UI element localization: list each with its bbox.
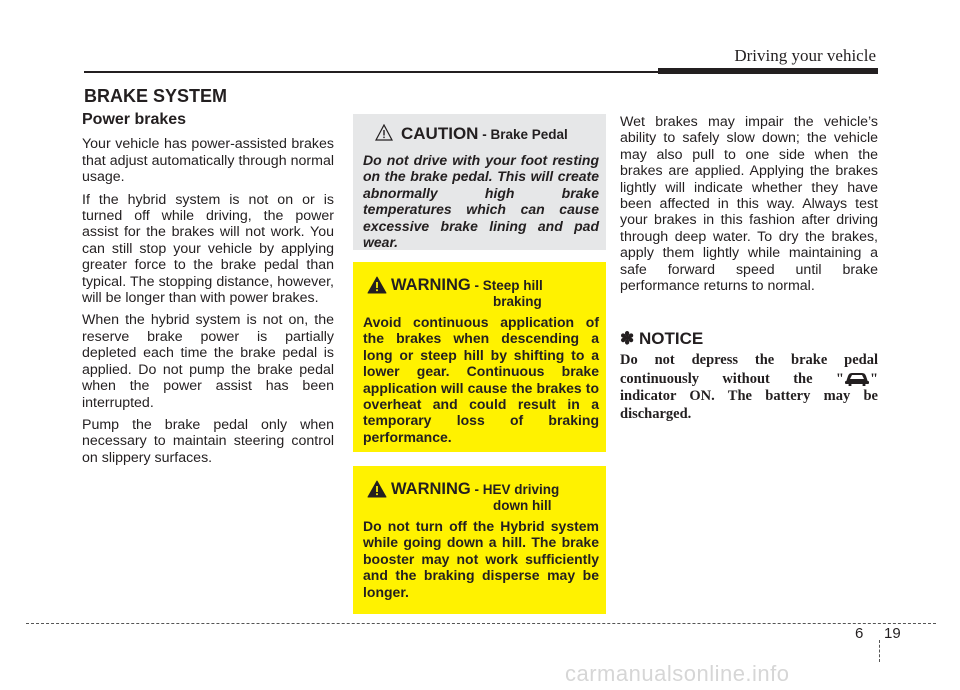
paragraph: When the hybrid system is not on, the reserve brake power is partially depleted each time the brake pedal is applied. Do not pump the brake pedal when the power assist has been interrupted. [82,312,334,411]
caution-box [353,114,606,250]
notice-heading: ✽ NOTICE [620,329,704,348]
footer-divider [879,640,880,662]
notice-text [620,352,878,423]
warning-text: Avoid continuous application of the brakes when descending a long or steep hill by shifting to a lower gear. Continuous brake application will cause the brakes to overheat and could result in a temporary loss of braking performance. [363,314,599,445]
paragraph: Your vehicle has power-assisted brakes that adjust automatically through normal usage. [82,136,334,186]
section-title: BRAKE SYSTEM [84,86,228,106]
paragraph: If the hybrid system is not on or is turned off while driving, the power assist for the brakes will not work. You can still stop your vehicle by applying greater force to the brake pedal than typical. The stopping distance, however, will be longer than with power brakes. [82,191,334,307]
wet-brakes-paragraph: Wet brakes may impair the vehicle’s ability to safely slow down; the vehicle may also pull to one side when the brakes are applied. Applying the brakes lightly will indicate whether they have been affected in this way. Always test your brakes in this fashion after driving through deep water. To dry the brakes, apply them lightly while maintaining a safe forward speed until brake performance returns to normal. [620,114,878,295]
notice-text-end: " indicator ON. The battery may be discharged. [620,370,878,422]
caution-text: Do not drive with your foot resting on the brake pedal. This will create abnormally high brake temperatures which can cause excessive brake lining and pad wear. [363,152,599,251]
warning-box-steep-hill [353,262,606,452]
caution-subtitle: - Brake Pedal [478,127,568,142]
page-chapter: 6 [855,625,864,642]
warning-subtitle-line2: braking [493,294,542,309]
warning-box-hev [353,466,606,614]
watermark: carmanualsonline.info [565,661,790,686]
warning-triangle-icon [367,480,387,498]
car-ready-icon [844,370,870,386]
warning-subtitle: - HEV driving [470,482,560,497]
warning-subtitle-line2: down hill [493,498,552,513]
footer-rule [26,623,936,624]
header-rule [84,71,660,73]
warning-subtitle: - Steep hill [470,278,543,293]
warning-triangle-icon [367,276,387,294]
page-number: 19 [884,625,901,642]
paragraph: Pump the brake pedal only when necessary to maintain steering control on slippery surfaces. [82,416,334,466]
notice-text-start: Do not depress the brake pedal continuously without the " [620,352,878,387]
warning-text: Do not turn off the Hybrid system while going down a hill. The brake booster may not work sufficiently and the braking disperse may be longer. [363,518,599,600]
caution-triangle-icon [375,124,393,141]
power-brakes-heading: Power brakes [82,111,187,128]
right-column [620,114,878,300]
header-title: Driving your vehicle [734,46,876,65]
caution-label: CAUTION [401,124,479,143]
left-column [82,112,334,472]
warning-label: WARNING [391,276,471,294]
header-rule-accent [658,68,878,74]
warning-label: WARNING [391,480,471,498]
